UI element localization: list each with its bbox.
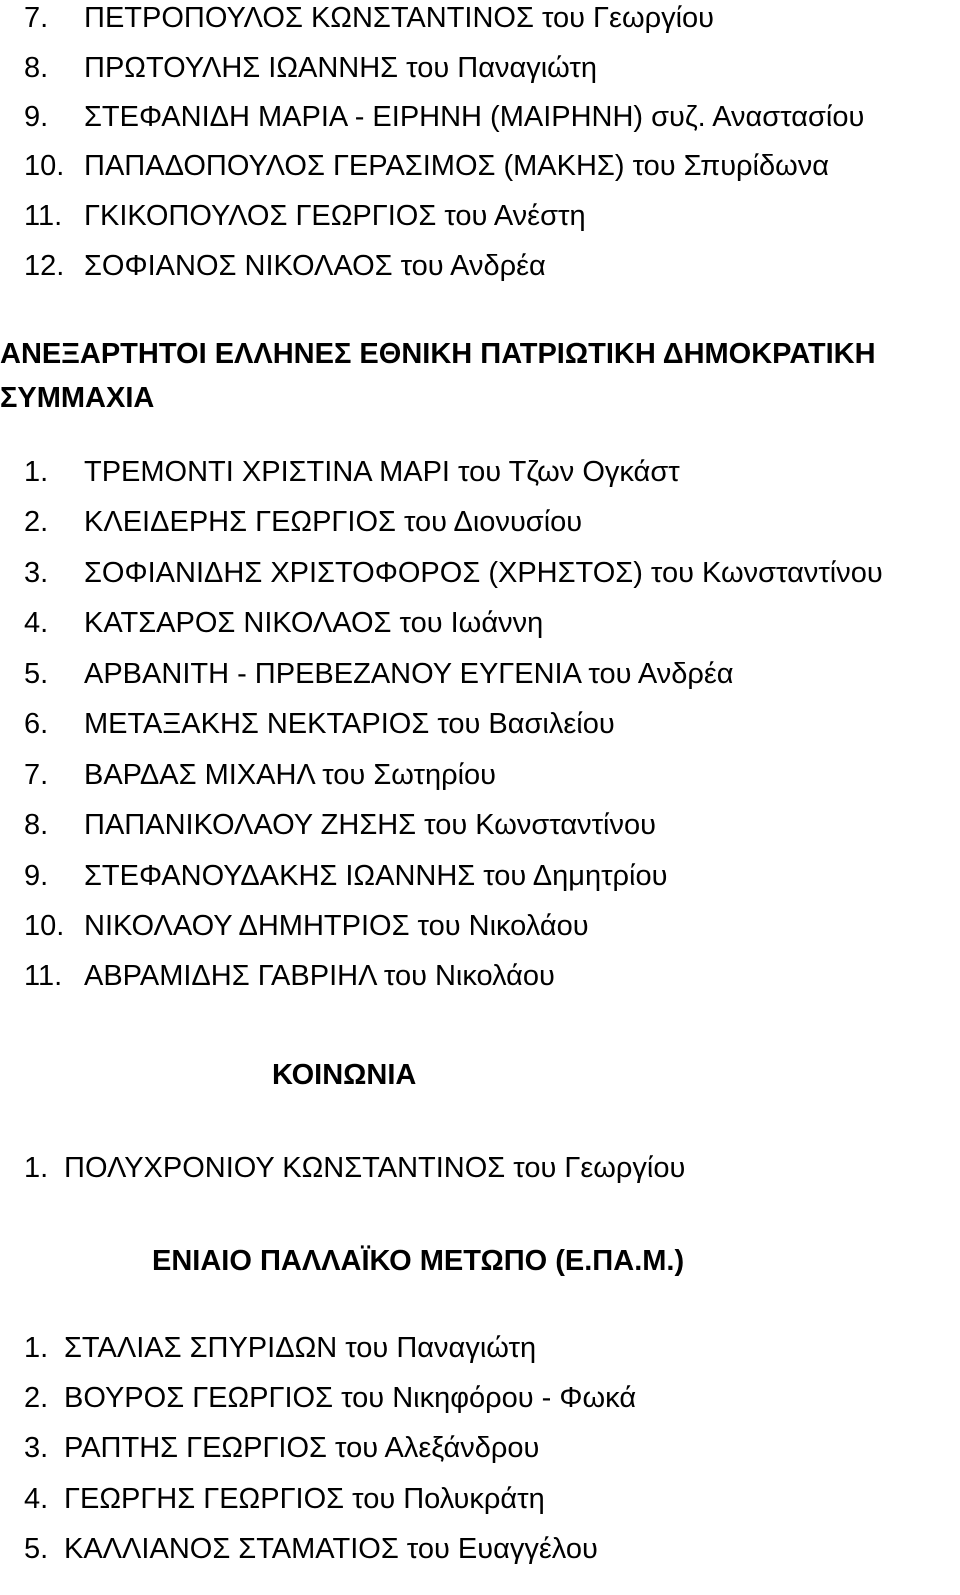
item-number: 11. [24,960,63,992]
item-number: 4. [24,607,49,639]
candidate-name: ΚΑΤΣΑΡΟΣ ΝΙΚΟΛΑΟΣ του Ιωάννη [84,607,544,639]
item-number: 11. [24,200,63,232]
party-heading-line2: ΣΥΜΜΑΧΙΑ [0,382,155,414]
candidate-name: ΓΚΙΚΟΠΟΥΛΟΣ ΓΕΩΡΓΙΟΣ του Ανέστη [84,200,586,232]
candidate-name: ΒΟΥΡΟΣ ΓΕΩΡΓΙΟΣ του Νικηφόρου - Φωκά [64,1382,637,1414]
item-number: 1. [24,456,49,488]
item-number: 3. [24,557,49,589]
candidate-name: ΤΡΕΜΟΝΤΙ ΧΡΙΣΤΙΝΑ ΜΑΡΙ του Τζων Ογκάστ [84,456,680,488]
candidate-name: ΚΑΛΛΙΑΝΟΣ ΣΤΑΜΑΤΙΟΣ του Ευαγγέλου [64,1533,598,1565]
item-number: 9. [24,860,49,892]
candidate-name: ΠΕΤΡΟΠΟΥΛΟΣ ΚΩΝΣΤΑΝΤΙΝΟΣ του Γεωργίου [84,2,715,34]
candidate-name: ΣΤΑΛΙΑΣ ΣΠΥΡΙΔΩΝ του Παναγιώτη [64,1332,537,1364]
candidate-name: ΠΡΩΤΟΥΛΗΣ ΙΩΑΝΝΗΣ του Παναγιώτη [84,52,597,84]
candidate-name: ΓΕΩΡΓΗΣ ΓΕΩΡΓΙΟΣ του Πολυκράτη [64,1483,545,1515]
candidate-name: ΒΑΡΔΑΣ ΜΙΧΑΗΛ του Σωτηρίου [84,759,497,791]
candidate-name: ΠΟΛΥΧΡΟΝΙΟΥ ΚΩΝΣΤΑΝΤΙΝΟΣ του Γεωργίου [64,1152,686,1184]
candidate-name: ΠΑΠΑΝΙΚΟΛΑΟΥ ΖΗΣΗΣ του Κωνσταντίνου [84,809,656,841]
item-number: 9. [24,101,49,133]
item-number: 8. [24,809,49,841]
candidate-name: ΡΑΠΤΗΣ ΓΕΩΡΓΙΟΣ του Αλεξάνδρου [64,1432,540,1464]
candidate-name: ΠΑΠΑΔΟΠΟΥΛΟΣ ΓΕΡΑΣΙΜΟΣ (ΜΑΚΗΣ) του Σπυρίδωνα [84,150,830,182]
item-number: 8. [24,52,49,84]
candidate-name: ΑΡΒΑΝΙΤΗ - ΠΡΕΒΕΖΑΝΟΥ ΕΥΓΕΝΙΑ του Ανδρέα [84,658,734,690]
candidate-name: ΣΤΕΦΑΝΟΥΔΑΚΗΣ ΙΩΑΝΝΗΣ του Δημητρίου [84,860,668,892]
candidate-name: ΣΟΦΙΑΝΟΣ ΝΙΚΟΛΑΟΣ του Ανδρέα [84,250,546,282]
item-number: 3. [24,1432,49,1464]
item-number: 2. [24,506,49,538]
party-heading-line1: ΑΝΕΞΑΡΤΗΤΟΙ ΕΛΛΗΝΕΣ ΕΘΝΙΚΗ ΠΑΤΡΙΩΤΙΚΗ ΔΗΜΟΚΡΑΤΙΚΗ [0,338,876,370]
party-heading: ΚΟΙΝΩΝΙΑ [272,1059,417,1091]
party-heading: ΕΝΙΑΙΟ ΠΑΛΛΑΪΚΟ ΜΕΤΩΠΟ (Ε.ΠΑ.Μ.) [152,1245,685,1277]
item-number: 6. [24,708,49,740]
candidate-name: ΣΟΦΙΑΝΙΔΗΣ ΧΡΙΣΤΟΦΟΡΟΣ (ΧΡΗΣΤΟΣ) του Κωνσταντίνου [84,557,883,589]
item-number: 12. [24,250,65,282]
item-number: 7. [24,759,49,791]
item-number: 4. [24,1483,49,1515]
candidate-name: ΣΤΕΦΑΝΙΔΗ ΜΑΡΙΑ - ΕΙΡΗΝΗ (ΜΑΙΡΗΝΗ) συζ. Αναστασίου [84,101,865,133]
item-number: 5. [24,1533,49,1565]
item-number: 10. [24,150,65,182]
item-number: 1. [24,1152,49,1184]
candidate-name: ΑΒΡΑΜΙΔΗΣ ΓΑΒΡΙΗΛ του Νικολάου [84,960,555,992]
item-number: 7. [24,2,49,34]
candidate-name: ΜΕΤΑΞΑΚΗΣ ΝΕΚΤΑΡΙΟΣ του Βασιλείου [84,708,615,740]
candidate-name: ΚΛΕΙΔΕΡΗΣ ΓΕΩΡΓΙΟΣ του Διονυσίου [84,506,583,538]
candidate-name: ΝΙΚΟΛΑΟΥ ΔΗΜΗΤΡΙΟΣ του Νικολάου [84,910,589,942]
item-number: 10. [24,910,65,942]
item-number: 5. [24,658,49,690]
item-number: 2. [24,1382,49,1414]
item-number: 1. [24,1332,49,1364]
